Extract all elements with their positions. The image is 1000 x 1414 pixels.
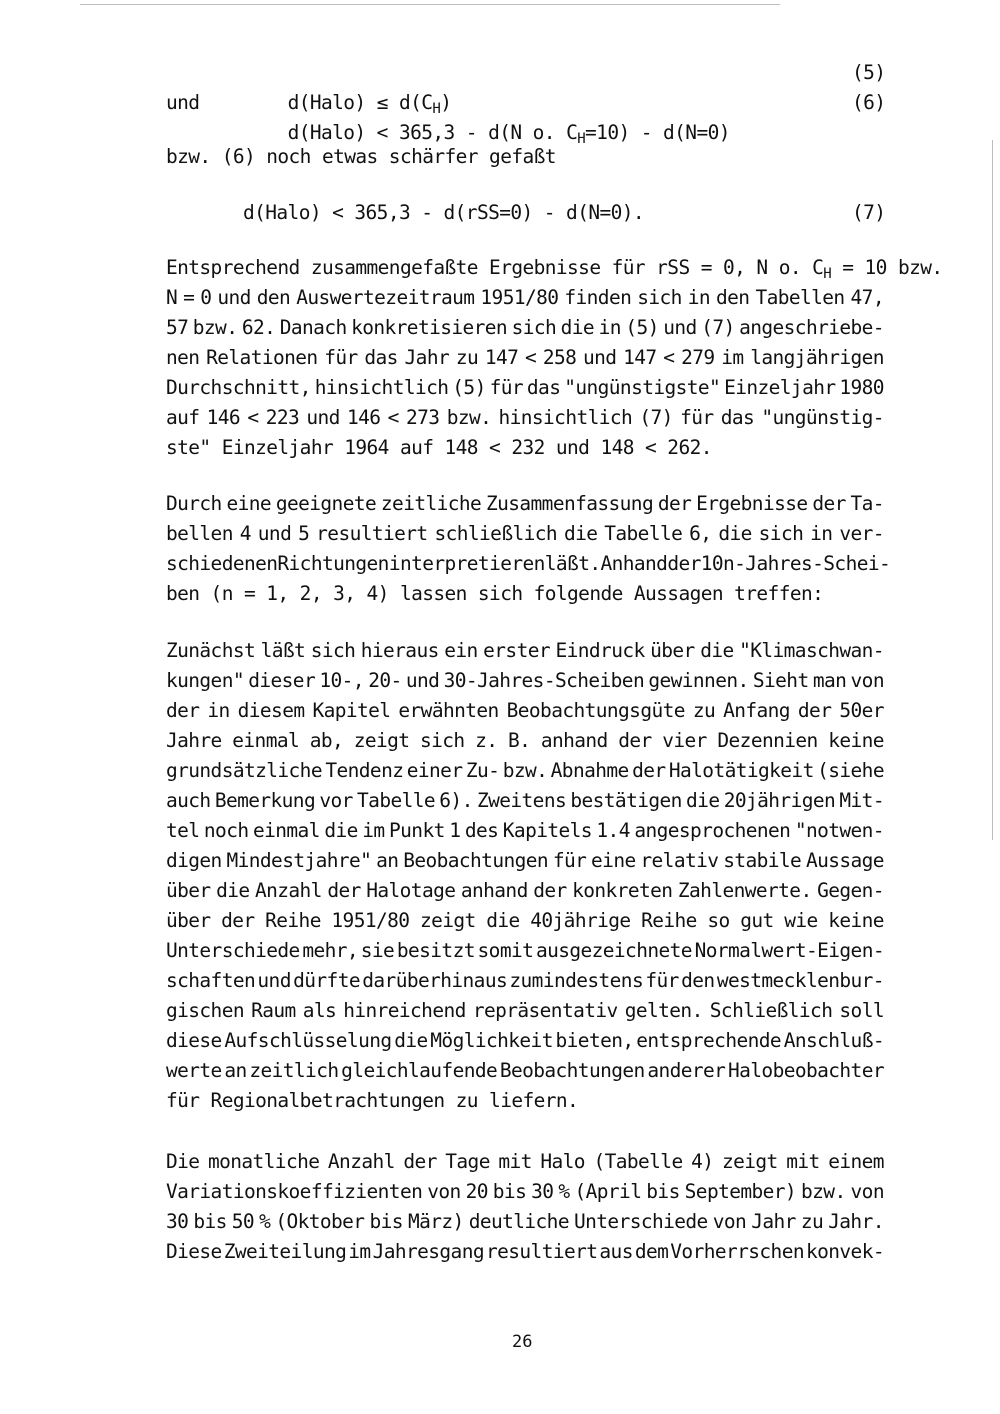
equation-6-prefix: und	[166, 91, 200, 114]
equation-6: d(Halo) < 365,3 - d(N o. $C_H=10) - d(N=0)$	[287, 121, 730, 147]
subscript: H	[432, 101, 441, 117]
equation-5: d(Halo) ≤ $d(C_H)$	[287, 91, 452, 117]
paragraph-4-line: Die monatliche Anzahl der Tage mit Halo (Tabelle 4) zeigt mit einem	[166, 1150, 884, 1173]
paragraph-3-line: der in diesem Kapitel erwähnten Beobachtungsgüte zu Anfang der 50er	[166, 699, 884, 722]
paragraph-1-line: nen Relationen für das Jahr zu 147 < 258 und 147 < 279 im langjährigen	[166, 346, 884, 369]
paragraph-4-line: 30 bis 50 % (Oktober bis März) deutliche Unterschiede von Jahr zu Jahr.	[166, 1210, 884, 1233]
paragraph-3-line: Unterschiede mehr, sie besitzt somit ausgezeichnete Normalwert-Eigen-	[166, 939, 884, 962]
paragraph-3-line: auch Bemerkung vor Tabelle 6). Zweitens bestätigen die 20jährigen Mit-	[166, 789, 884, 812]
equation-7: d(Halo) < 365,3 - d(rSS=0) - d(N=0).	[243, 201, 645, 224]
paragraph-1-line: Durchschnitt, hinsichtlich (5) für das "ungünstigste" Einzeljahr 1980	[166, 376, 884, 399]
paragraph-3-line: Zunächst läßt sich hieraus ein erster Eindruck über die "Klimaschwan-	[166, 639, 884, 662]
paragraph-3-line: diese Aufschlüsselung die Möglichkeit bieten, entsprechende Anschluß-	[166, 1029, 884, 1052]
equation-number-7: (7)	[852, 201, 886, 224]
scan-edge-right	[992, 140, 993, 840]
paragraph-1-line: 57 bzw. 62. Danach konkretisieren sich die in (5) und (7) angeschriebe-	[166, 316, 884, 339]
paragraph-1-line: ste" Einzeljahr 1964 auf 148 < 232 und 148 < 262.	[166, 436, 712, 459]
paragraph-3-line: gischen Raum als hinreichend repräsentativ gelten. Schließlich soll	[166, 999, 884, 1022]
paragraph-2-line: ben (n = 1, 2, 3, 4) lassen sich folgende Aussagen treffen:	[166, 582, 824, 605]
equation-number-5: (5)	[852, 61, 886, 84]
paragraph-3-line: schaften und dürfte darüberhinaus zumindestens für den westmecklenbur-	[166, 969, 884, 992]
paragraph-2-line: Durch eine geeignete zeitliche Zusammenfassung der Ergebnisse der Ta-	[166, 492, 884, 515]
paragraph-2-line: schiedenen Richtungen interpretieren läßt. Anhand der 10n-Jahres-Schei-	[166, 552, 891, 575]
paragraph-4-line: Variationskoeffizienten von 20 bis 30 % (April bis September) bzw. von	[166, 1180, 884, 1203]
paragraph-2-line: bellen 4 und 5 resultiert schließlich die Tabelle 6, die sich in ver-	[166, 522, 884, 545]
paragraph-3-line: über die Anzahl der Halotage anhand der konkreten Zahlenwerte. Gegen-	[166, 879, 884, 902]
paragraph-3-line: Jahre einmal ab, zeigt sich z. B. anhand der vier Dezennien keine	[166, 729, 884, 752]
subscript: H	[823, 266, 832, 282]
paragraph-4-line: Diese Zweiteilung im Jahresgang resultiert aus dem Vorherrschen konvek-	[166, 1240, 884, 1263]
paragraph-1-line: N = 0 und den Auswertezeitraum 1951/80 finden sich in den Tabellen 47,	[166, 286, 884, 309]
subscript: H	[577, 131, 586, 147]
scan-edge-top	[80, 4, 780, 5]
paragraph-3-line: tel noch einmal die im Punkt 1 des Kapitels 1.4 angesprochenen "notwen-	[166, 819, 884, 842]
paragraph-1-line: auf 146 < 223 und 146 < 273 bzw. hinsichtlich (7) für das "ungünstig-	[166, 406, 884, 429]
paragraph-3-line: digen Mindestjahre" an Beobachtungen für eine relativ stabile Aussage	[166, 849, 884, 872]
paragraph-3-line: kungen" dieser 10-, 20- und 30-Jahres-Scheiben gewinnen. Sieht man von	[166, 669, 884, 692]
page-number: 26	[512, 1332, 533, 1352]
equation-number-6: (6)	[852, 91, 886, 114]
paragraph-1-line-1: Entsprechend zusammengefaßte Ergebnisse für rSS = 0, N o. C $_H$ = 10 bzw.	[166, 256, 943, 282]
paragraph-3-line: werte an zeitlich gleichlaufende Beobachtungen anderer Halobeobachter	[166, 1059, 884, 1082]
intro-line: bzw. (6) noch etwas schärfer gefaßt	[166, 145, 556, 168]
paragraph-3-line: über der Reihe 1951/80 zeigt die 40jährige Reihe so gut wie keine	[166, 909, 884, 932]
paragraph-3-line: für Regionalbetrachtungen zu liefern.	[166, 1089, 579, 1112]
paragraph-3-line: grundsätzliche Tendenz einer Zu- bzw. Abnahme der Halotätigkeit (siehe	[166, 759, 884, 782]
